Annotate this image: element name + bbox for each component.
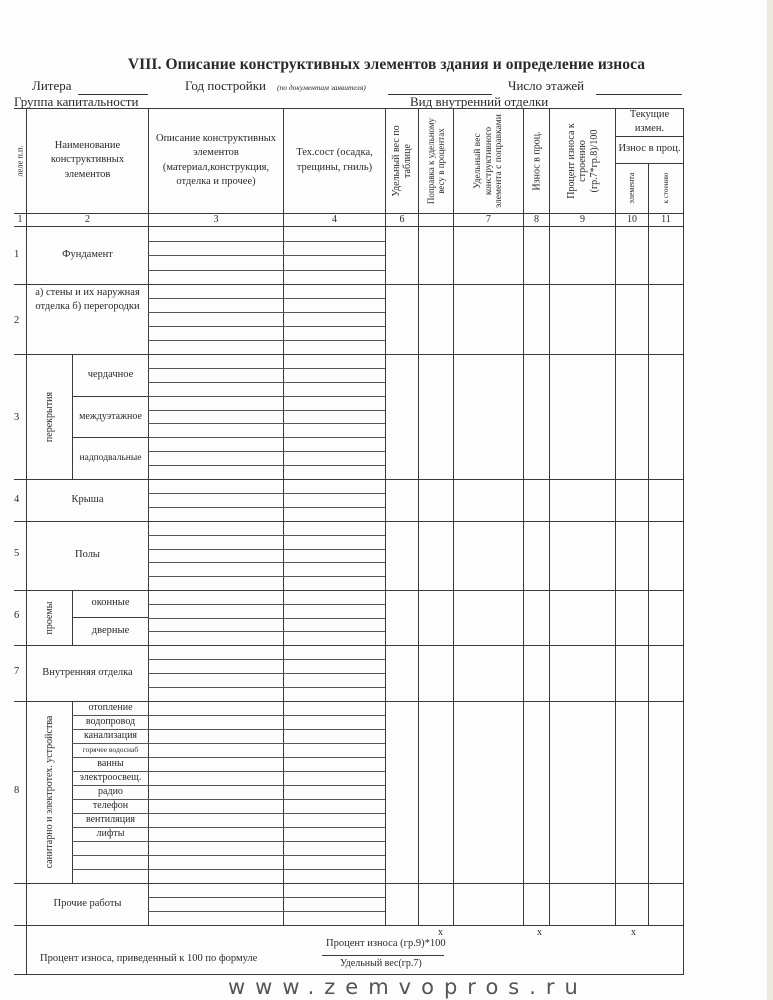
description-entry-line[interactable] [148, 507, 385, 508]
description-entry-line[interactable] [148, 911, 385, 912]
description-entry-line[interactable] [148, 841, 385, 842]
description-entry-line[interactable] [148, 410, 385, 411]
fraction-bar [322, 955, 444, 956]
row-label-roof: Крыша [71, 493, 104, 505]
column-number-10: 10 [627, 213, 637, 225]
column-number-1: 1 [17, 213, 23, 225]
header-col11: к стоению [661, 172, 670, 204]
row-sub-elevators: лифты [96, 828, 125, 839]
description-entry-line[interactable] [148, 576, 385, 577]
description-entry-line[interactable] [148, 715, 385, 716]
sub-item-divider [72, 841, 148, 842]
column-number-3: 3 [213, 213, 219, 225]
description-entry-line[interactable] [148, 604, 385, 605]
description-entry-line[interactable] [148, 855, 385, 856]
row-num-1: 1 [14, 249, 20, 260]
description-entry-line[interactable] [148, 827, 385, 828]
row-sub-interfloor: междуэтажное [79, 410, 142, 422]
description-entry-line[interactable] [148, 437, 385, 438]
description-entry-line[interactable] [148, 312, 385, 313]
description-entry-line[interactable] [148, 813, 385, 814]
row-label-other-works: Прочие работы [53, 897, 122, 909]
description-entry-line[interactable] [148, 368, 385, 369]
x-mark-col11: x [631, 927, 636, 938]
description-entry-line[interactable] [148, 451, 385, 452]
page-title: VIII. Описание конструктивных элементов здания и определение износа [127, 56, 646, 73]
description-entry-line[interactable] [148, 562, 385, 563]
row-group-sanitary: санитарно и электротех. устройства [43, 715, 55, 869]
row-sub-ventilation: вентиляция [85, 814, 136, 825]
row-num-8: 8 [14, 785, 20, 796]
row-sub-attic: чердачное [87, 368, 134, 380]
column-number-4: 4 [332, 213, 337, 225]
description-entry-line[interactable] [148, 241, 385, 242]
row-sub-sewerage: канализация [83, 730, 138, 741]
description-entry-line[interactable] [148, 270, 385, 271]
litera-field[interactable] [78, 80, 148, 95]
description-entry-line[interactable] [148, 396, 385, 397]
description-entry-line[interactable] [148, 799, 385, 800]
row-num-4: 4 [14, 494, 20, 505]
year-built-field[interactable] [388, 80, 492, 95]
row-sub-doors: дверные [91, 624, 130, 636]
header-current-changes: Текущие измен. [629, 108, 670, 134]
row-sub-telephone: телефон [92, 800, 129, 811]
column-number-11: 11 [661, 213, 671, 225]
capital-group-label: Группа капитальности [14, 94, 139, 109]
row-group-openings: проемы [43, 601, 55, 634]
row-sub-hot-water: горячее водоснаб [82, 745, 139, 754]
description-entry-line[interactable] [148, 465, 385, 466]
description-entry-line[interactable] [148, 549, 385, 550]
column-number-7: 7 [486, 213, 491, 225]
watermark: www.zemvopros.ru [228, 975, 588, 999]
row-group-floors-slabs: перекрытия [43, 391, 55, 442]
header-wear-pct: Износ в проц. [618, 143, 681, 155]
description-entry-line[interactable] [148, 687, 385, 688]
floors-label: Число этажей [508, 78, 585, 93]
row-label-interior: Внутренняя отделка [42, 666, 133, 678]
formula-denominator: Удельный вес(гр.7) [340, 958, 422, 969]
sub-item-divider [72, 869, 148, 870]
row-num-7: 7 [14, 666, 20, 677]
litera-label: Литера [32, 78, 72, 93]
row-num-5: 5 [14, 548, 20, 559]
description-entry-line[interactable] [148, 673, 385, 674]
column-number-6 [419, 213, 453, 226]
row-sub-water-supply: водопровод [85, 716, 136, 727]
header-col4: Тех.сост (осадка, трещины, гниль) [296, 147, 373, 173]
description-entry-line[interactable] [148, 298, 385, 299]
row-sub-windows: оконные [91, 597, 130, 609]
description-entry-line[interactable] [148, 729, 385, 730]
description-entry-line[interactable] [148, 382, 385, 383]
description-entry-line[interactable] [148, 631, 385, 632]
header-col7: Удельный вес конструктивного элемента с поправками [472, 113, 504, 208]
row-sub-lighting: электроосвещ. [79, 772, 142, 783]
column-number-2: 2 [85, 213, 90, 225]
header-col-adjustment: Поправка к удельному весу в процентах [425, 117, 446, 204]
header-col2: Наименование конструктивных элементов [50, 140, 125, 180]
column-number-9: 9 [580, 213, 585, 225]
row-num-2: 2 [14, 315, 20, 326]
description-entry-line[interactable] [148, 326, 385, 327]
row-sub-basement: надподвальные [79, 452, 142, 463]
description-entry-line[interactable] [148, 659, 385, 660]
column-number-5: 6 [399, 213, 405, 225]
description-entry-line[interactable] [148, 255, 385, 256]
description-entry-line[interactable] [148, 869, 385, 870]
description-entry-line[interactable] [148, 535, 385, 536]
x-mark-col9: x [537, 927, 542, 938]
row-label-floors: Полы [75, 549, 100, 561]
header-col6: Удельный вес по таблице [390, 124, 413, 197]
interior-type-label: Вид внутренний отделки [410, 94, 549, 109]
row-num-6: 6 [14, 610, 20, 621]
floors-field[interactable] [596, 80, 682, 95]
row-sub-baths: ванны [97, 758, 124, 769]
formula-numerator: Процент износа (гр.9)*100 [326, 938, 446, 949]
row-label-foundation: Фундамент [62, 248, 113, 260]
column-number-8: 8 [534, 213, 539, 225]
description-entry-line[interactable] [148, 897, 385, 898]
description-entry-line[interactable] [148, 618, 385, 619]
sub-item-divider [72, 855, 148, 856]
year-built-note: (по документам заявителя) [277, 83, 366, 92]
header-col10: элемента [627, 172, 637, 204]
description-entry-line[interactable] [148, 757, 385, 758]
description-entry-line[interactable] [148, 423, 385, 424]
year-built-label: Год постройки [185, 78, 266, 93]
header-col1: леле п.п. [14, 144, 25, 177]
description-entry-line[interactable] [148, 771, 385, 772]
scan-edge [767, 0, 773, 1000]
description-entry-line[interactable] [148, 743, 385, 744]
row-num-3: 3 [14, 412, 20, 423]
row-sub-heating: отопление [88, 702, 133, 713]
row-sub-radio: радио [98, 786, 123, 797]
header-col8: Износ в проц. [530, 130, 542, 191]
formula-label: Процент износа, приведенный к 100 по формуле [40, 953, 258, 964]
description-entry-line[interactable] [148, 340, 385, 341]
x-mark-col7: x [438, 927, 443, 938]
header-col9: Процент износа к строению (гр.7*гр.8)/100 [565, 122, 600, 199]
header-col3: Описание конструктивных элементов (материал,конструкция, отделка и прочее) [155, 133, 277, 187]
row-label-walls: а) стены и их наружная отделка б) перегородки [35, 287, 140, 313]
description-entry-line[interactable] [148, 493, 385, 494]
description-entry-line[interactable] [148, 785, 385, 786]
